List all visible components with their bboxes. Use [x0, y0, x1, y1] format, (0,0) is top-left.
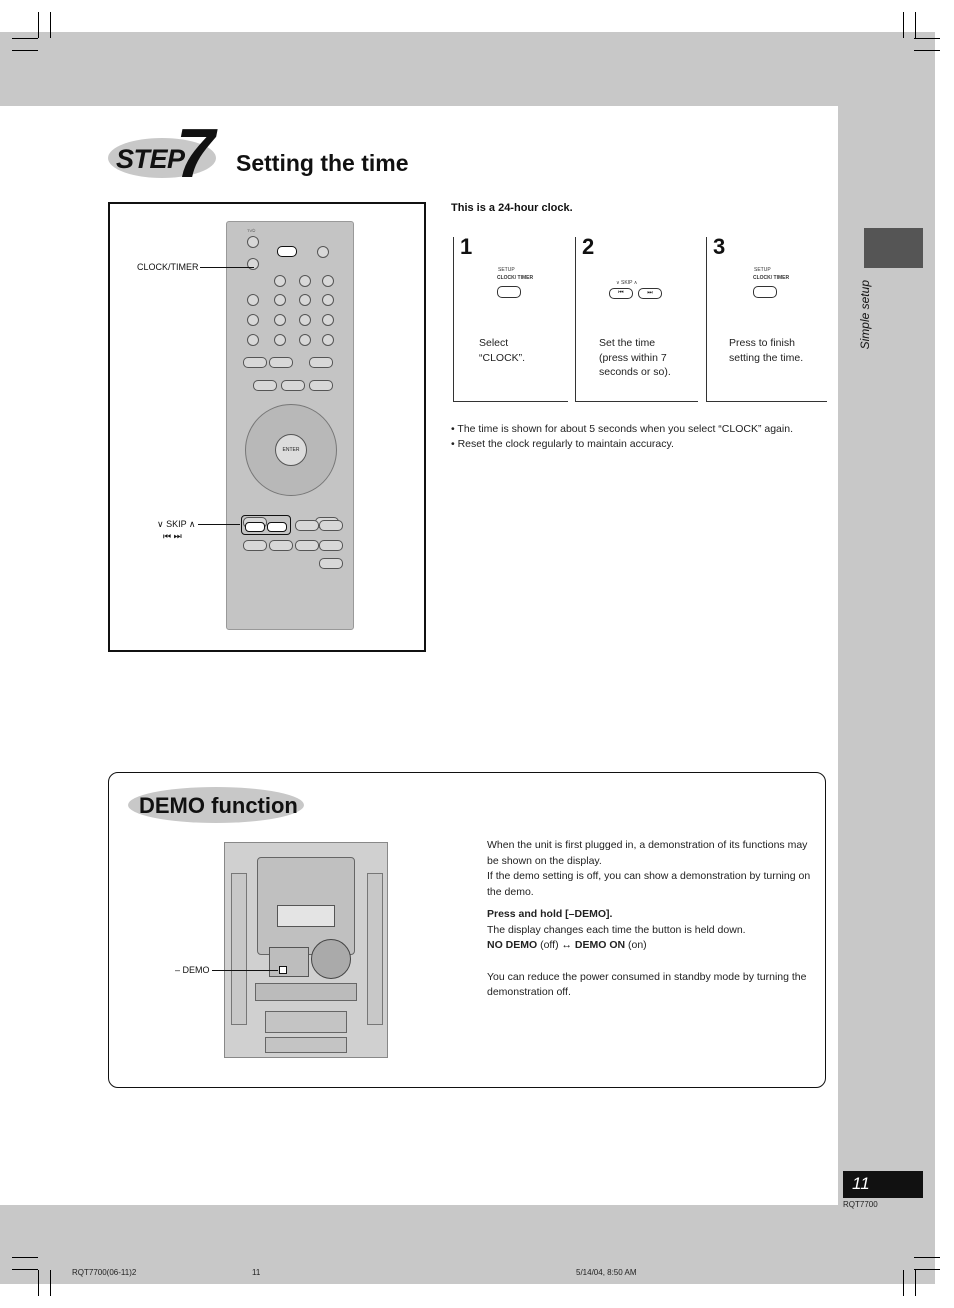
- crop-mark: [903, 12, 904, 38]
- callout-line: [198, 524, 240, 525]
- clock-timer-button-label: CLOCK/ TIMER: [497, 275, 534, 281]
- demo-intro-1: When the unit is first plugged in, a demonstration of its functions may be shown on the display.: [487, 839, 808, 867]
- press-hold-instruction: Press and hold [–DEMO].: [487, 908, 613, 920]
- demo-toggle-line: NO DEMO (off) ↔ DEMO ON (on): [487, 939, 647, 951]
- demo-title: DEMO function: [139, 793, 298, 818]
- step-word: STEP: [116, 144, 185, 174]
- step-number-3: 3: [713, 234, 726, 259]
- footer-file: RQT7700(06-11)2: [72, 1268, 137, 1277]
- clock-timer-label: CLOCK/TIMER: [137, 262, 199, 272]
- footer-timestamp: 5/14/04, 8:50 AM: [576, 1268, 637, 1277]
- footer-page: 11: [252, 1268, 261, 1277]
- skip-next-icon: ⏭: [638, 288, 662, 299]
- note-item: • Reset the clock regularly to maintain accuracy.: [451, 438, 674, 450]
- crop-mark: [12, 50, 38, 51]
- crop-mark: [903, 1270, 904, 1296]
- crop-mark: [915, 1270, 916, 1296]
- stereo-unit-illustration: [224, 842, 388, 1058]
- right-band: [838, 32, 935, 1284]
- step-number-1: 1: [460, 234, 473, 259]
- skip-icons: ⏮ ⏭: [163, 531, 182, 541]
- crop-mark: [914, 1257, 940, 1258]
- section-label: Simple setup: [858, 280, 872, 350]
- model-code: RQT7700: [843, 1200, 878, 1209]
- crop-mark: [12, 38, 38, 39]
- crop-mark: [914, 1269, 940, 1270]
- skip-prev-icon: ⏮: [609, 288, 633, 299]
- step-text-3: Press to finish setting the time.: [729, 337, 804, 364]
- note-item: • The time is shown for about 5 seconds when you select “CLOCK” again.: [451, 423, 793, 435]
- step-number-2: 2: [582, 234, 595, 259]
- step-number: 7: [176, 114, 215, 192]
- crop-mark: [914, 38, 940, 39]
- demo-button: [279, 966, 287, 974]
- clock-timer-button: [277, 246, 297, 257]
- section-marker: [864, 228, 923, 268]
- crop-mark: [914, 50, 940, 51]
- page-number: 11: [852, 1174, 870, 1193]
- clock-note: This is a 24-hour clock.: [451, 202, 573, 214]
- skip-buttons: [241, 515, 291, 535]
- crop-mark: [50, 1270, 51, 1296]
- step-text-1: Select “CLOCK”.: [479, 337, 526, 364]
- demo-intro-2: If the demo setting is off, you can show a demonstration by turning on the demo.: [487, 870, 811, 898]
- skip-label: ∨ SKIP ∧: [157, 519, 196, 529]
- crop-mark: [38, 12, 39, 38]
- demo-description: [487, 838, 817, 1001]
- clock-timer-button-icon: [753, 286, 777, 298]
- skip-button-label: ∨ SKIP ∧: [616, 280, 638, 286]
- step-cell-2: [575, 234, 698, 402]
- setup-label: SETUP: [498, 267, 515, 273]
- crop-mark: [915, 12, 916, 38]
- notes: [451, 422, 793, 452]
- step-text-2: Set the time (press within 7 seconds or so).: [599, 337, 671, 378]
- step-cell-3: [706, 234, 827, 402]
- bottom-band: [0, 1205, 935, 1284]
- standby-note: You can reduce the power consumed in standby mode by turning the demonstration off.: [487, 970, 807, 998]
- clock-timer-button-label: CLOCK/ TIMER: [753, 275, 790, 281]
- crop-mark: [12, 1269, 38, 1270]
- crop-mark: [38, 1270, 39, 1296]
- page-title: Setting the time: [236, 150, 409, 176]
- remote-control-illustration: TV⏻ ENTER: [226, 221, 354, 630]
- crop-mark: [12, 1257, 38, 1258]
- display-changes-text: The display changes each time the button is held down.: [487, 923, 746, 936]
- top-band: [0, 32, 935, 106]
- callout-line: [200, 267, 254, 268]
- setup-label: SETUP: [754, 267, 771, 273]
- demo-label: – DEMO: [175, 965, 210, 975]
- callout-line: [212, 970, 278, 971]
- crop-mark: [50, 12, 51, 38]
- clock-timer-button-icon: [497, 286, 521, 298]
- step-cell-1: [453, 234, 568, 402]
